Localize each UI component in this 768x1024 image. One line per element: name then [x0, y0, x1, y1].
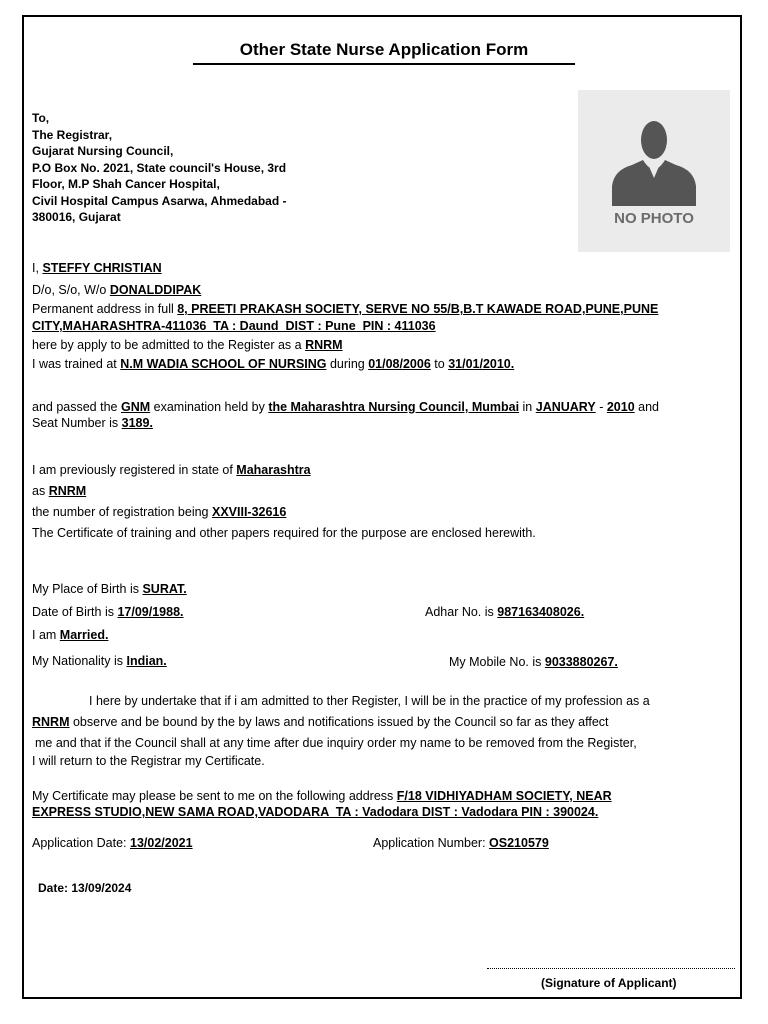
previous-as-value: RNRM [48, 484, 87, 498]
exam-prefix: and passed the [32, 400, 118, 414]
undertaking-register-type: RNRM [32, 715, 70, 729]
address-prefix: Permanent address in full [32, 302, 174, 316]
exam-month: JANUARY [535, 400, 596, 414]
exam-and-word: and [638, 400, 660, 414]
certificate-address-1: F/18 VIDHIYADHAM SOCIETY, NEAR [396, 789, 612, 803]
name-line [32, 260, 162, 276]
previous-as-line [32, 483, 86, 499]
nationality: Indian. [126, 654, 167, 668]
birth-place: SURAT. [142, 582, 187, 596]
register-type: RNRM [305, 338, 343, 352]
registration-number-prefix: the number of registration being [32, 505, 209, 519]
certificate-address-line [32, 788, 612, 804]
exam-line [32, 399, 659, 415]
exam-year: 2010 [606, 400, 635, 414]
dob-prefix: Date of Birth is [32, 605, 114, 619]
mobile-number: 9033880267. [544, 655, 618, 669]
certificate-note: The Certificate of training and other papers required for the purpose are enclosed herewith. [32, 526, 536, 540]
birth-place-prefix: My Place of Birth is [32, 582, 139, 596]
adhar-number: 987163408026. [497, 605, 585, 619]
register-prefix: here by apply to be admitted to the Register as a [32, 338, 302, 352]
addressee-line: To, [32, 111, 50, 125]
addressee-block [32, 110, 287, 226]
certificate-address-prefix: My Certificate may please be sent to me on the following address [32, 789, 394, 803]
register-line [32, 337, 343, 353]
relation-name: DONALDDIPAK [109, 283, 202, 297]
signature-label: (Signature of Applicant) [541, 976, 677, 990]
previous-state-line [32, 462, 311, 478]
undertaking-line-3: me and that if the Council shall at any time after due inquiry order my name to be removed from the Register, [35, 736, 637, 750]
permanent-address-line [32, 301, 658, 317]
addressee-line: The Registrar, [32, 127, 113, 142]
undertaking-line-2 [32, 714, 609, 730]
previous-state-prefix: I am previously registered in state of [32, 463, 233, 477]
form-title: Other State Nurse Application Form [239, 40, 529, 59]
nationality-line [32, 653, 167, 669]
permanent-address-2: CITY,MAHARASHTRA-411036 TA : Daund DIST : Pune PIN : 411036 [32, 319, 436, 333]
person-silhouette-icon [612, 118, 696, 206]
name-prefix: I, [32, 261, 39, 275]
seat-number: 3189. [121, 416, 153, 430]
exam-in-word: in [522, 400, 533, 414]
marital-status: Married. [59, 628, 109, 642]
mobile-prefix: My Mobile No. is [449, 655, 542, 669]
application-number-prefix: Application Number: [373, 836, 486, 850]
training-to-word: to [434, 357, 445, 371]
exam-dash: - [599, 400, 604, 414]
application-date-prefix: Application Date: [32, 836, 127, 850]
training-from-date: 01/08/2006 [368, 357, 431, 371]
training-prefix: I was trained at [32, 357, 117, 371]
adhar-prefix: Adhar No. is [425, 605, 494, 619]
registration-number: XXVIII-32616 [211, 505, 287, 519]
applicant-name: STEFFY CHRISTIAN [42, 261, 162, 275]
application-date: 13/02/2021 [130, 836, 193, 850]
addressee-line: Gujarat Nursing Council, [32, 144, 174, 158]
addressee-line: Floor, M.P Shah Cancer Hospital, [32, 177, 220, 191]
certificate-address-2: EXPRESS STUDIO,NEW SAMA ROAD,VADODARA TA : Vadodara DIST : Vadodara PIN : 390024. [32, 805, 599, 819]
addressee-line: Civil Hospital Campus Asarwa, Ahmedabad - [32, 193, 287, 208]
exam-held-by: examination held by [153, 400, 265, 414]
addressee-line: 380016, Gujarat [32, 210, 121, 224]
application-date-line [32, 835, 193, 851]
undertaking-line-4: I will return to the Registrar my Certificate. [32, 754, 265, 768]
seat-line [32, 415, 153, 431]
training-during: during [329, 357, 365, 371]
exam-body: the Maharashtra Nursing Council, Mumbai [268, 400, 520, 414]
application-number: OS210579 [489, 836, 549, 850]
print-date: Date: 13/09/2024 [38, 881, 132, 895]
application-number-line [373, 835, 549, 851]
birth-place-line [32, 581, 187, 597]
permanent-address-line-2 [32, 318, 436, 334]
exam-name: GNM [120, 400, 151, 414]
addressee-line: P.O Box No. 2021, State council's House, 3rd [32, 160, 287, 175]
training-school: N.M WADIA SCHOOL OF NURSING [120, 357, 327, 371]
undertaking-line-1: I here by undertake that if i am admitted to ther Register, I will be in the practice of my profession as a [89, 694, 650, 708]
marital-line [32, 627, 108, 643]
marital-prefix: I am [32, 628, 57, 642]
mobile-line [449, 654, 618, 670]
permanent-address-1: 8, PREETI PRAKASH SOCIETY, SERVE NO 55/B,B.T KAWADE ROAD,PUNE,PUNE [177, 302, 659, 316]
certificate-address-line-2 [32, 804, 598, 820]
title-underline [193, 63, 575, 65]
adhar-line [425, 604, 584, 620]
nationality-prefix: My Nationality is [32, 654, 123, 668]
training-line [32, 356, 514, 372]
registration-number-line [32, 504, 286, 520]
relation-prefix: D/o, S/o, W/o [32, 283, 107, 297]
training-to-date: 31/01/2010. [448, 357, 515, 371]
previous-as-prefix: as [32, 484, 46, 498]
signature-line [487, 968, 735, 969]
no-photo-label: NO PHOTO [614, 210, 694, 227]
seat-prefix: Seat Number is [32, 416, 119, 430]
photo-placeholder [578, 90, 730, 252]
relation-line [32, 282, 201, 298]
dob-line [32, 604, 184, 620]
previous-state: Maharashtra [236, 463, 311, 477]
date-of-birth: 17/09/1988. [117, 605, 184, 619]
undertaking-line-2-text: observe and be bound by the by laws and notifications issued by the Council so far as they affect [72, 715, 609, 729]
